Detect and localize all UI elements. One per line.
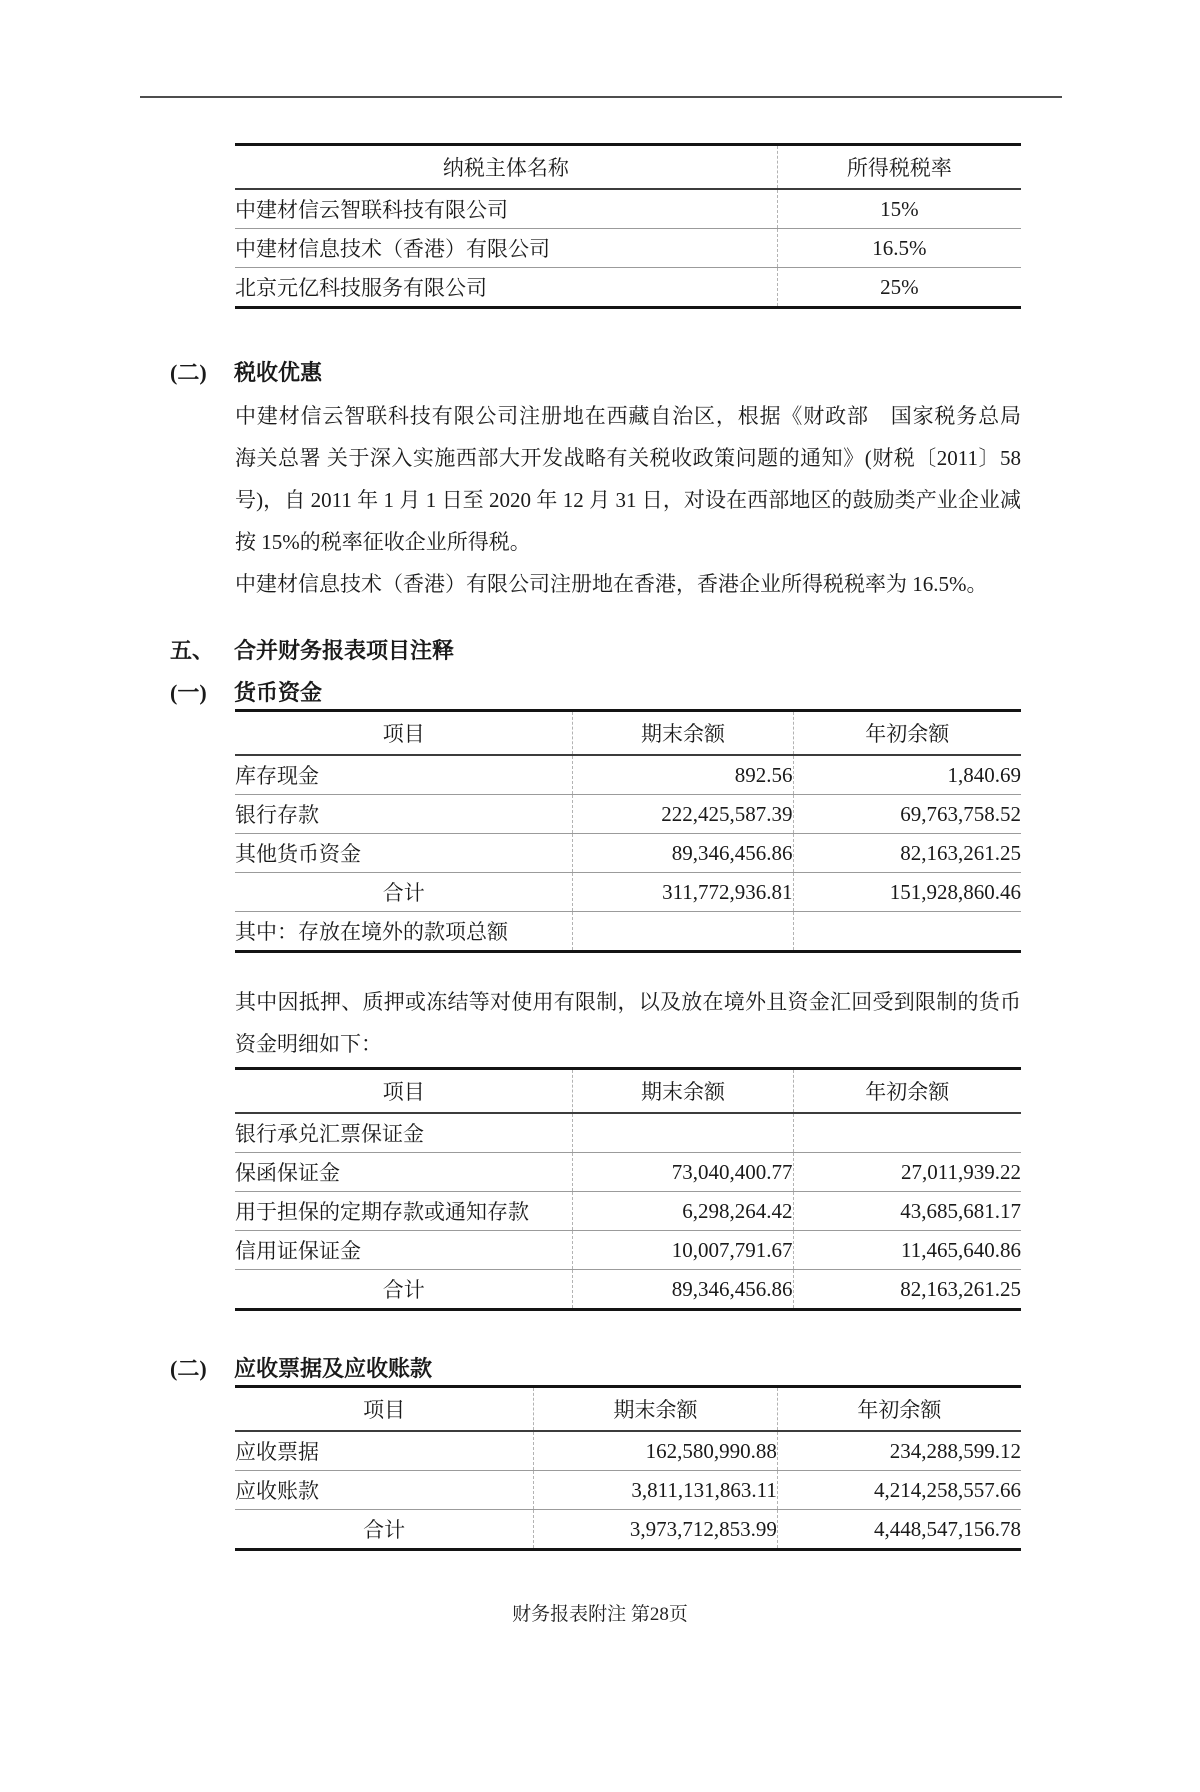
cell-beginning-balance <box>793 912 1021 952</box>
cell-beginning-balance: 27,011,939.22 <box>793 1153 1021 1192</box>
page-header-rule <box>140 96 1062 98</box>
section-label: (二) <box>170 1356 207 1381</box>
table-header-row <box>235 1387 1021 1432</box>
table-row-total <box>235 873 1021 912</box>
table-row <box>235 268 1021 308</box>
cell-taxpayer: 中建材信息技术（香港）有限公司 <box>235 229 777 268</box>
cell-ending-balance: 3,811,131,863.11 <box>534 1471 778 1510</box>
section-label: (一) <box>170 680 207 705</box>
cell-item: 应收票据 <box>235 1431 534 1471</box>
table-row <box>235 229 1021 268</box>
table-row <box>235 189 1021 229</box>
cell-ending-balance: 6,298,264.42 <box>573 1192 793 1231</box>
cell-total-label: 合计 <box>382 1278 425 1302</box>
cell-item: 信用证保证金 <box>235 1231 573 1270</box>
cell-tax-rate: 15% <box>777 189 1021 229</box>
paragraph-tax-incentive-1: 中建材信云智联科技有限公司注册地在西藏自治区，根据《财政部 国家税务总局 海关总署 关于深入实施西部大开发战略有关税收政策问题的通知》(财税〔2011〕58 号)，自 2011 年 1 月 1 日至 2020 年 12 月 31 日，对设在西部地区的鼓励类产业企业减按 15%的税率征收企业所得税。 <box>235 404 1042 554</box>
cell-beginning-balance: 82,163,261.25 <box>793 834 1021 873</box>
cell-beginning-balance: 1,840.69 <box>793 755 1021 795</box>
cell-ending-balance: 89,346,456.86 <box>573 834 793 873</box>
section-heading-tax-incentives <box>170 359 1200 387</box>
cell-taxpayer: 中建材信云智联科技有限公司 <box>235 189 777 229</box>
section-label: (二) <box>170 360 207 385</box>
table-row <box>235 1192 1021 1231</box>
column-header-item: 项目 <box>235 711 573 756</box>
section-heading-notes <box>170 637 1200 665</box>
column-header-ending-balance: 期末余额 <box>534 1387 778 1432</box>
section-title: 应收票据及应收账款 <box>234 1356 433 1381</box>
column-header-beginning-balance: 年初余额 <box>793 1069 1021 1114</box>
column-header-tax-rate: 所得税税率 <box>777 145 1021 190</box>
table-row <box>235 912 1021 952</box>
table-row-total <box>235 1270 1021 1310</box>
cell-beginning-balance <box>793 1113 1021 1153</box>
table-header-row <box>235 1069 1021 1114</box>
column-header-beginning-balance: 年初余额 <box>793 711 1021 756</box>
cell-item: 其他货币资金 <box>235 834 573 873</box>
cell-ending-balance: 10,007,791.67 <box>573 1231 793 1270</box>
cell-beginning-balance: 82,163,261.25 <box>793 1270 1021 1310</box>
cell-ending-balance <box>573 912 793 952</box>
section-title: 货币资金 <box>234 680 323 705</box>
paragraph-restricted-funds-note: 其中因抵押、质押或冻结等对使用有限制，以及放在境外且资金汇回受到限制的货币资金明细如下： <box>235 990 1021 1056</box>
table-row <box>235 795 1021 834</box>
cell-item: 应收账款 <box>235 1471 534 1510</box>
monetary-funds-table <box>235 709 1021 953</box>
section-title: 税收优惠 <box>234 360 323 385</box>
cell-ending-balance: 3,973,712,853.99 <box>534 1510 778 1550</box>
table-row <box>235 1113 1021 1153</box>
section-label: 五、 <box>170 638 215 663</box>
income-tax-rate-table <box>235 143 1021 309</box>
table-row <box>235 1431 1021 1471</box>
cell-item: 其中：存放在境外的款项总额 <box>235 920 508 944</box>
section-heading-receivables <box>170 1355 1200 1383</box>
cell-beginning-balance: 151,928,860.46 <box>793 873 1021 912</box>
cell-ending-balance: 311,772,936.81 <box>573 873 793 912</box>
cell-item: 银行承兑汇票保证金 <box>235 1113 573 1153</box>
column-header-beginning-balance: 年初余额 <box>777 1387 1021 1432</box>
paragraph-tax-incentive-2: 中建材信息技术（香港）有限公司注册地在香港，香港企业所得税税率为 16.5%。 <box>235 572 988 596</box>
section-heading-monetary-funds <box>170 679 1200 707</box>
table-row <box>235 1231 1021 1270</box>
cell-ending-balance: 892.56 <box>573 755 793 795</box>
cell-ending-balance <box>573 1113 793 1153</box>
cell-item: 用于担保的定期存款或通知存款 <box>235 1192 573 1231</box>
table-row-total <box>235 1510 1021 1550</box>
cell-beginning-balance: 234,288,599.12 <box>777 1431 1021 1471</box>
column-header-ending-balance: 期末余额 <box>573 1069 793 1114</box>
cell-total-label: 合计 <box>235 873 573 912</box>
cell-beginning-balance: 4,448,547,156.78 <box>777 1510 1021 1550</box>
cell-tax-rate: 16.5% <box>777 229 1021 268</box>
cell-ending-balance: 162,580,990.88 <box>534 1431 778 1471</box>
page-footer: 财务报表附注 第28页 <box>512 1604 688 1625</box>
cell-ending-balance: 73,040,400.77 <box>573 1153 793 1192</box>
column-header-ending-balance: 期末余额 <box>573 711 793 756</box>
cell-beginning-balance: 11,465,640.86 <box>793 1231 1021 1270</box>
table-row <box>235 1153 1021 1192</box>
section-title: 合并财务报表项目注释 <box>234 638 455 663</box>
column-header-item: 项目 <box>235 1387 534 1432</box>
cell-item: 库存现金 <box>235 755 573 795</box>
table-header-row <box>235 145 1021 190</box>
cell-beginning-balance: 69,763,758.52 <box>793 795 1021 834</box>
column-header-taxpayer: 纳税主体名称 <box>235 145 777 190</box>
table-header-row <box>235 711 1021 756</box>
cell-total-label: 合计 <box>363 1518 406 1542</box>
cell-item: 保函保证金 <box>235 1153 573 1192</box>
cell-tax-rate: 25% <box>777 268 1021 308</box>
cell-beginning-balance: 4,214,258,557.66 <box>777 1471 1021 1510</box>
table-row <box>235 834 1021 873</box>
cell-item: 银行存款 <box>235 795 573 834</box>
receivables-table <box>235 1385 1021 1551</box>
table-row <box>235 1471 1021 1510</box>
cell-ending-balance: 89,346,456.86 <box>573 1270 793 1310</box>
restricted-funds-table <box>235 1067 1021 1311</box>
cell-taxpayer: 北京元亿科技服务有限公司 <box>235 276 487 300</box>
cell-ending-balance: 222,425,587.39 <box>573 795 793 834</box>
column-header-item: 项目 <box>235 1069 573 1114</box>
table-row <box>235 755 1021 795</box>
cell-beginning-balance: 43,685,681.17 <box>793 1192 1021 1231</box>
